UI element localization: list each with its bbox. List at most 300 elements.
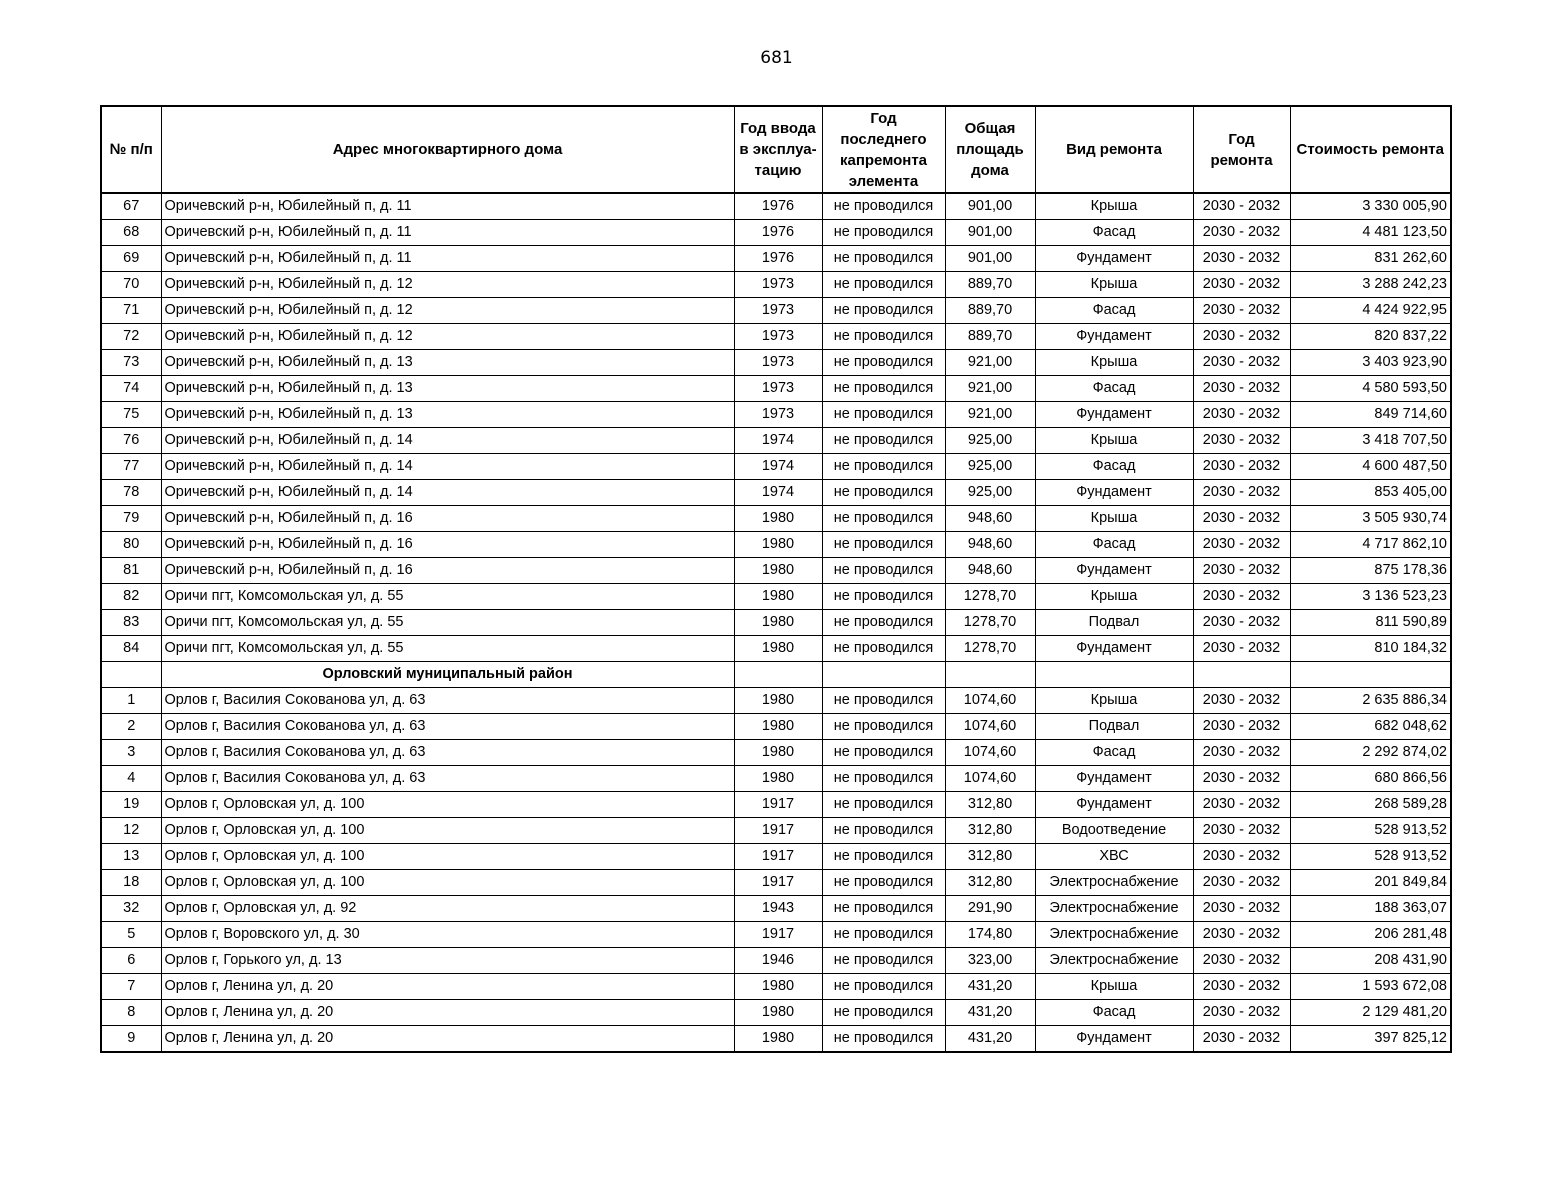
cell-year-commissioned: 1980 <box>734 532 822 558</box>
cell-num: 6 <box>101 948 161 974</box>
cell-year-commissioned: 1973 <box>734 350 822 376</box>
cell-num: 12 <box>101 818 161 844</box>
cell-repair-type: Фундамент <box>1035 402 1193 428</box>
cell-address: Оричевский р-н, Юбилейный п, д. 16 <box>161 532 734 558</box>
cell-num: 71 <box>101 298 161 324</box>
cell-year-commissioned: 1980 <box>734 558 822 584</box>
cell-cost: 4 424 922,95 <box>1290 298 1451 324</box>
cell-repair-type: Фундамент <box>1035 792 1193 818</box>
cell-num: 79 <box>101 506 161 532</box>
cell-repair-type: Крыша <box>1035 584 1193 610</box>
cell-num: 81 <box>101 558 161 584</box>
cell-address: Орлов г, Василия Сокованова ул, д. 63 <box>161 740 734 766</box>
cell-area: 948,60 <box>945 558 1035 584</box>
cell-repair-period: 2030 - 2032 <box>1193 454 1290 480</box>
cell-address: Оричевский р-н, Юбилейный п, д. 14 <box>161 480 734 506</box>
cell-repair-type: Крыша <box>1035 272 1193 298</box>
cell-area: 431,20 <box>945 1026 1035 1053</box>
cell-year-commissioned: 1973 <box>734 376 822 402</box>
cell-num: 18 <box>101 870 161 896</box>
cell-repair-period: 2030 - 2032 <box>1193 272 1290 298</box>
cell-last-repair: не проводился <box>822 193 945 220</box>
cell-repair-period: 2030 - 2032 <box>1193 792 1290 818</box>
cell-num: 7 <box>101 974 161 1000</box>
cell-address: Оричевский р-н, Юбилейный п, д. 12 <box>161 324 734 350</box>
cell-year-commissioned: 1980 <box>734 766 822 792</box>
cell-year-commissioned: 1973 <box>734 298 822 324</box>
table-row <box>101 1000 1451 1026</box>
cell-repair-period: 2030 - 2032 <box>1193 740 1290 766</box>
cell-year-commissioned: 1980 <box>734 610 822 636</box>
cell-repair-period: 2030 - 2032 <box>1193 714 1290 740</box>
cell-year-commissioned: 1980 <box>734 506 822 532</box>
cell-last-repair: не проводился <box>822 246 945 272</box>
table-body <box>101 193 1451 1052</box>
cell-repair-period: 2030 - 2032 <box>1193 480 1290 506</box>
header-address: Адрес многоквартирного дома <box>161 106 734 193</box>
cell-address: Орлов г, Орловская ул, д. 100 <box>161 792 734 818</box>
repair-register-table <box>100 105 1452 1053</box>
table-row <box>101 272 1451 298</box>
cell-cost: 3 330 005,90 <box>1290 193 1451 220</box>
cell-repair-type: Фундамент <box>1035 1026 1193 1053</box>
cell-cost: 680 866,56 <box>1290 766 1451 792</box>
cell-repair-type: Подвал <box>1035 714 1193 740</box>
cell-repair-type: Водоотведение <box>1035 818 1193 844</box>
cell-address: Орлов г, Орловская ул, д. 100 <box>161 844 734 870</box>
cell-last-repair: не проводился <box>822 532 945 558</box>
cell-repair-type: Электроснабжение <box>1035 948 1193 974</box>
cell-address: Оричевский р-н, Юбилейный п, д. 13 <box>161 350 734 376</box>
table-header-row <box>101 106 1451 193</box>
cell-address: Орлов г, Ленина ул, д. 20 <box>161 1026 734 1053</box>
cell-repair-type: Крыша <box>1035 350 1193 376</box>
cell-num: 72 <box>101 324 161 350</box>
cell-address: Оричевский р-н, Юбилейный п, д. 11 <box>161 246 734 272</box>
cell-repair-period: 2030 - 2032 <box>1193 766 1290 792</box>
cell-cost: 188 363,07 <box>1290 896 1451 922</box>
cell-area: 921,00 <box>945 402 1035 428</box>
cell-repair-type: Фасад <box>1035 1000 1193 1026</box>
cell-year-commissioned: 1976 <box>734 193 822 220</box>
cell-last-repair: не проводился <box>822 636 945 662</box>
table-row <box>101 506 1451 532</box>
empty-cell <box>1290 662 1451 688</box>
cell-address: Оричевский р-н, Юбилейный п, д. 12 <box>161 272 734 298</box>
cell-num: 8 <box>101 1000 161 1026</box>
table-row <box>101 974 1451 1000</box>
cell-area: 1278,70 <box>945 584 1035 610</box>
cell-area: 312,80 <box>945 870 1035 896</box>
empty-cell <box>1193 662 1290 688</box>
cell-address: Оричевский р-н, Юбилейный п, д. 13 <box>161 376 734 402</box>
table-row <box>101 714 1451 740</box>
table-row <box>101 740 1451 766</box>
cell-last-repair: не проводился <box>822 272 945 298</box>
cell-year-commissioned: 1973 <box>734 324 822 350</box>
cell-cost: 682 048,62 <box>1290 714 1451 740</box>
cell-year-commissioned: 1976 <box>734 246 822 272</box>
cell-year-commissioned: 1980 <box>734 714 822 740</box>
cell-last-repair: не проводился <box>822 220 945 246</box>
cell-address: Оричевский р-н, Юбилейный п, д. 12 <box>161 298 734 324</box>
cell-repair-period: 2030 - 2032 <box>1193 584 1290 610</box>
table-row <box>101 792 1451 818</box>
cell-year-commissioned: 1973 <box>734 272 822 298</box>
cell-last-repair: не проводился <box>822 558 945 584</box>
cell-num: 83 <box>101 610 161 636</box>
cell-last-repair: не проводился <box>822 350 945 376</box>
cell-last-repair: не проводился <box>822 584 945 610</box>
cell-address: Оричевский р-н, Юбилейный п, д. 11 <box>161 220 734 246</box>
cell-year-commissioned: 1917 <box>734 870 822 896</box>
cell-num: 67 <box>101 193 161 220</box>
cell-cost: 811 590,89 <box>1290 610 1451 636</box>
cell-last-repair: не проводился <box>822 454 945 480</box>
cell-last-repair: не проводился <box>822 376 945 402</box>
cell-cost: 2 635 886,34 <box>1290 688 1451 714</box>
table-row <box>101 220 1451 246</box>
cell-year-commissioned: 1980 <box>734 584 822 610</box>
cell-repair-type: Фасад <box>1035 532 1193 558</box>
cell-repair-period: 2030 - 2032 <box>1193 610 1290 636</box>
cell-cost: 2 129 481,20 <box>1290 1000 1451 1026</box>
cell-last-repair: не проводился <box>822 974 945 1000</box>
cell-repair-type: Электроснабжение <box>1035 922 1193 948</box>
cell-address: Оричевский р-н, Юбилейный п, д. 11 <box>161 193 734 220</box>
cell-repair-type: Крыша <box>1035 428 1193 454</box>
table-row <box>101 376 1451 402</box>
header-repair-type: Вид ремонта <box>1035 106 1193 193</box>
cell-cost: 4 717 862,10 <box>1290 532 1451 558</box>
cell-num: 80 <box>101 532 161 558</box>
cell-last-repair: не проводился <box>822 402 945 428</box>
table-row <box>101 870 1451 896</box>
cell-cost: 3 505 930,74 <box>1290 506 1451 532</box>
empty-cell <box>945 662 1035 688</box>
cell-area: 174,80 <box>945 922 1035 948</box>
cell-num: 5 <box>101 922 161 948</box>
cell-area: 948,60 <box>945 506 1035 532</box>
cell-area: 1278,70 <box>945 610 1035 636</box>
cell-cost: 528 913,52 <box>1290 844 1451 870</box>
table-row <box>101 402 1451 428</box>
table-row <box>101 584 1451 610</box>
cell-cost: 201 849,84 <box>1290 870 1451 896</box>
cell-last-repair: не проводился <box>822 844 945 870</box>
cell-num: 4 <box>101 766 161 792</box>
cell-cost: 397 825,12 <box>1290 1026 1451 1053</box>
cell-repair-period: 2030 - 2032 <box>1193 324 1290 350</box>
cell-cost: 3 288 242,23 <box>1290 272 1451 298</box>
cell-area: 948,60 <box>945 532 1035 558</box>
cell-cost: 208 431,90 <box>1290 948 1451 974</box>
cell-num: 82 <box>101 584 161 610</box>
cell-address: Орлов г, Василия Сокованова ул, д. 63 <box>161 766 734 792</box>
cell-repair-period: 2030 - 2032 <box>1193 506 1290 532</box>
cell-address: Орлов г, Орловская ул, д. 92 <box>161 896 734 922</box>
empty-cell <box>1035 662 1193 688</box>
cell-repair-type: Фасад <box>1035 220 1193 246</box>
cell-last-repair: не проводился <box>822 428 945 454</box>
cell-address: Оричи пгт, Комсомольская ул, д. 55 <box>161 636 734 662</box>
cell-address: Орлов г, Василия Сокованова ул, д. 63 <box>161 714 734 740</box>
cell-area: 901,00 <box>945 220 1035 246</box>
cell-repair-type: Крыша <box>1035 506 1193 532</box>
cell-repair-period: 2030 - 2032 <box>1193 922 1290 948</box>
cell-cost: 206 281,48 <box>1290 922 1451 948</box>
cell-area: 1074,60 <box>945 714 1035 740</box>
cell-area: 921,00 <box>945 350 1035 376</box>
cell-address: Оричи пгт, Комсомольская ул, д. 55 <box>161 610 734 636</box>
cell-last-repair: не проводился <box>822 740 945 766</box>
table-row <box>101 818 1451 844</box>
cell-last-repair: не проводился <box>822 948 945 974</box>
cell-year-commissioned: 1980 <box>734 688 822 714</box>
cell-num: 68 <box>101 220 161 246</box>
cell-repair-type: Фундамент <box>1035 558 1193 584</box>
table-row <box>101 298 1451 324</box>
cell-last-repair: не проводился <box>822 792 945 818</box>
cell-cost: 849 714,60 <box>1290 402 1451 428</box>
cell-cost: 3 136 523,23 <box>1290 584 1451 610</box>
cell-last-repair: не проводился <box>822 922 945 948</box>
cell-address: Оричевский р-н, Юбилейный п, д. 14 <box>161 454 734 480</box>
cell-last-repair: не проводился <box>822 896 945 922</box>
cell-year-commissioned: 1980 <box>734 740 822 766</box>
cell-cost: 4 600 487,50 <box>1290 454 1451 480</box>
cell-last-repair: не проводился <box>822 870 945 896</box>
cell-repair-period: 2030 - 2032 <box>1193 870 1290 896</box>
table-row <box>101 532 1451 558</box>
cell-num: 3 <box>101 740 161 766</box>
cell-address: Орлов г, Ленина ул, д. 20 <box>161 1000 734 1026</box>
cell-address: Орлов г, Воровского ул, д. 30 <box>161 922 734 948</box>
cell-repair-period: 2030 - 2032 <box>1193 844 1290 870</box>
cell-cost: 1 593 672,08 <box>1290 974 1451 1000</box>
cell-last-repair: не проводился <box>822 714 945 740</box>
cell-year-commissioned: 1980 <box>734 636 822 662</box>
cell-num: 75 <box>101 402 161 428</box>
cell-repair-period: 2030 - 2032 <box>1193 688 1290 714</box>
cell-num: 69 <box>101 246 161 272</box>
table-row <box>101 454 1451 480</box>
section-row <box>101 662 1451 688</box>
table-row <box>101 558 1451 584</box>
cell-num: 78 <box>101 480 161 506</box>
table-row <box>101 766 1451 792</box>
cell-repair-type: Фасад <box>1035 298 1193 324</box>
empty-cell <box>822 662 945 688</box>
cell-repair-period: 2030 - 2032 <box>1193 1026 1290 1053</box>
cell-address: Орлов г, Орловская ул, д. 100 <box>161 870 734 896</box>
table-row <box>101 193 1451 220</box>
cell-area: 431,20 <box>945 974 1035 1000</box>
cell-repair-type: Фундамент <box>1035 480 1193 506</box>
cell-last-repair: не проводился <box>822 688 945 714</box>
cell-address: Орлов г, Ленина ул, д. 20 <box>161 974 734 1000</box>
cell-area: 312,80 <box>945 818 1035 844</box>
cell-area: 312,80 <box>945 844 1035 870</box>
table-row <box>101 948 1451 974</box>
cell-cost: 528 913,52 <box>1290 818 1451 844</box>
cell-repair-type: Фундамент <box>1035 324 1193 350</box>
cell-area: 925,00 <box>945 480 1035 506</box>
cell-repair-period: 2030 - 2032 <box>1193 948 1290 974</box>
table-row <box>101 324 1451 350</box>
cell-repair-period: 2030 - 2032 <box>1193 636 1290 662</box>
cell-repair-type: ХВС <box>1035 844 1193 870</box>
header-repair-period: Год ремонта <box>1193 106 1290 193</box>
cell-cost: 3 418 707,50 <box>1290 428 1451 454</box>
cell-num: 84 <box>101 636 161 662</box>
table-row <box>101 610 1451 636</box>
cell-repair-period: 2030 - 2032 <box>1193 376 1290 402</box>
cell-area: 889,70 <box>945 298 1035 324</box>
cell-address: Оричевский р-н, Юбилейный п, д. 16 <box>161 558 734 584</box>
cell-address: Оричи пгт, Комсомольская ул, д. 55 <box>161 584 734 610</box>
table-row <box>101 896 1451 922</box>
cell-num: 1 <box>101 688 161 714</box>
empty-cell <box>734 662 822 688</box>
cell-num: 9 <box>101 1026 161 1053</box>
cell-repair-period: 2030 - 2032 <box>1193 428 1290 454</box>
cell-last-repair: не проводился <box>822 480 945 506</box>
cell-num: 19 <box>101 792 161 818</box>
cell-area: 921,00 <box>945 376 1035 402</box>
cell-repair-period: 2030 - 2032 <box>1193 220 1290 246</box>
cell-cost: 4 580 593,50 <box>1290 376 1451 402</box>
cell-area: 901,00 <box>945 193 1035 220</box>
cell-num: 2 <box>101 714 161 740</box>
empty-cell <box>101 662 161 688</box>
table-row <box>101 688 1451 714</box>
cell-year-commissioned: 1980 <box>734 1000 822 1026</box>
cell-area: 1074,60 <box>945 766 1035 792</box>
cell-repair-type: Электроснабжение <box>1035 896 1193 922</box>
cell-repair-type: Фундамент <box>1035 766 1193 792</box>
cell-repair-type: Крыша <box>1035 974 1193 1000</box>
cell-last-repair: не проводился <box>822 1026 945 1053</box>
cell-year-commissioned: 1917 <box>734 844 822 870</box>
cell-num: 76 <box>101 428 161 454</box>
cell-num: 32 <box>101 896 161 922</box>
cell-num: 74 <box>101 376 161 402</box>
cell-cost: 875 178,36 <box>1290 558 1451 584</box>
cell-repair-type: Фасад <box>1035 454 1193 480</box>
cell-year-commissioned: 1974 <box>734 454 822 480</box>
cell-area: 312,80 <box>945 792 1035 818</box>
cell-repair-type: Подвал <box>1035 610 1193 636</box>
cell-cost: 810 184,32 <box>1290 636 1451 662</box>
cell-area: 889,70 <box>945 272 1035 298</box>
table-row <box>101 246 1451 272</box>
cell-last-repair: не проводился <box>822 610 945 636</box>
cell-repair-type: Крыша <box>1035 193 1193 220</box>
cell-cost: 2 292 874,02 <box>1290 740 1451 766</box>
cell-address: Орлов г, Орловская ул, д. 100 <box>161 818 734 844</box>
cell-cost: 853 405,00 <box>1290 480 1451 506</box>
cell-repair-type: Фасад <box>1035 376 1193 402</box>
table-row <box>101 636 1451 662</box>
cell-address: Орлов г, Василия Сокованова ул, д. 63 <box>161 688 734 714</box>
cell-year-commissioned: 1974 <box>734 480 822 506</box>
cell-year-commissioned: 1943 <box>734 896 822 922</box>
cell-year-commissioned: 1946 <box>734 948 822 974</box>
cell-repair-period: 2030 - 2032 <box>1193 298 1290 324</box>
table-row <box>101 1026 1451 1053</box>
cell-area: 431,20 <box>945 1000 1035 1026</box>
table-row <box>101 480 1451 506</box>
page-number: 681 <box>760 48 793 68</box>
table-row <box>101 350 1451 376</box>
cell-year-commissioned: 1917 <box>734 922 822 948</box>
cell-last-repair: не проводился <box>822 1000 945 1026</box>
table-row <box>101 844 1451 870</box>
cell-area: 889,70 <box>945 324 1035 350</box>
cell-address: Орлов г, Горького ул, д. 13 <box>161 948 734 974</box>
cell-area: 1074,60 <box>945 688 1035 714</box>
header-year-commissioned: Год ввода в эксплуа-тацию <box>734 106 822 193</box>
cell-area: 1074,60 <box>945 740 1035 766</box>
cell-last-repair: не проводился <box>822 298 945 324</box>
cell-cost: 3 403 923,90 <box>1290 350 1451 376</box>
cell-repair-period: 2030 - 2032 <box>1193 974 1290 1000</box>
cell-repair-type: Фасад <box>1035 740 1193 766</box>
cell-last-repair: не проводился <box>822 766 945 792</box>
cell-year-commissioned: 1980 <box>734 974 822 1000</box>
cell-repair-type: Электроснабжение <box>1035 870 1193 896</box>
cell-num: 13 <box>101 844 161 870</box>
cell-num: 70 <box>101 272 161 298</box>
cell-year-commissioned: 1976 <box>734 220 822 246</box>
cell-year-commissioned: 1973 <box>734 402 822 428</box>
cell-last-repair: не проводился <box>822 818 945 844</box>
cell-area: 291,90 <box>945 896 1035 922</box>
cell-repair-period: 2030 - 2032 <box>1193 402 1290 428</box>
header-cost: Стоимость ремонта <box>1290 106 1451 193</box>
cell-cost: 268 589,28 <box>1290 792 1451 818</box>
cell-cost: 820 837,22 <box>1290 324 1451 350</box>
header-last-repair: Год последнего капремонта элемента <box>822 106 945 193</box>
cell-num: 73 <box>101 350 161 376</box>
cell-repair-type: Фундамент <box>1035 246 1193 272</box>
cell-address: Оричевский р-н, Юбилейный п, д. 13 <box>161 402 734 428</box>
cell-year-commissioned: 1974 <box>734 428 822 454</box>
cell-area: 1278,70 <box>945 636 1035 662</box>
cell-repair-period: 2030 - 2032 <box>1193 896 1290 922</box>
cell-repair-type: Фундамент <box>1035 636 1193 662</box>
cell-year-commissioned: 1917 <box>734 818 822 844</box>
cell-area: 925,00 <box>945 428 1035 454</box>
cell-repair-period: 2030 - 2032 <box>1193 532 1290 558</box>
section-title: Орловский муниципальный район <box>161 662 734 688</box>
cell-area: 323,00 <box>945 948 1035 974</box>
cell-address: Оричевский р-н, Юбилейный п, д. 16 <box>161 506 734 532</box>
cell-year-commissioned: 1917 <box>734 792 822 818</box>
cell-area: 925,00 <box>945 454 1035 480</box>
cell-repair-period: 2030 - 2032 <box>1193 246 1290 272</box>
cell-num: 77 <box>101 454 161 480</box>
cell-area: 901,00 <box>945 246 1035 272</box>
cell-repair-period: 2030 - 2032 <box>1193 350 1290 376</box>
cell-repair-period: 2030 - 2032 <box>1193 818 1290 844</box>
cell-address: Оричевский р-н, Юбилейный п, д. 14 <box>161 428 734 454</box>
cell-repair-period: 2030 - 2032 <box>1193 1000 1290 1026</box>
cell-last-repair: не проводился <box>822 506 945 532</box>
cell-last-repair: не проводился <box>822 324 945 350</box>
table-row <box>101 922 1451 948</box>
